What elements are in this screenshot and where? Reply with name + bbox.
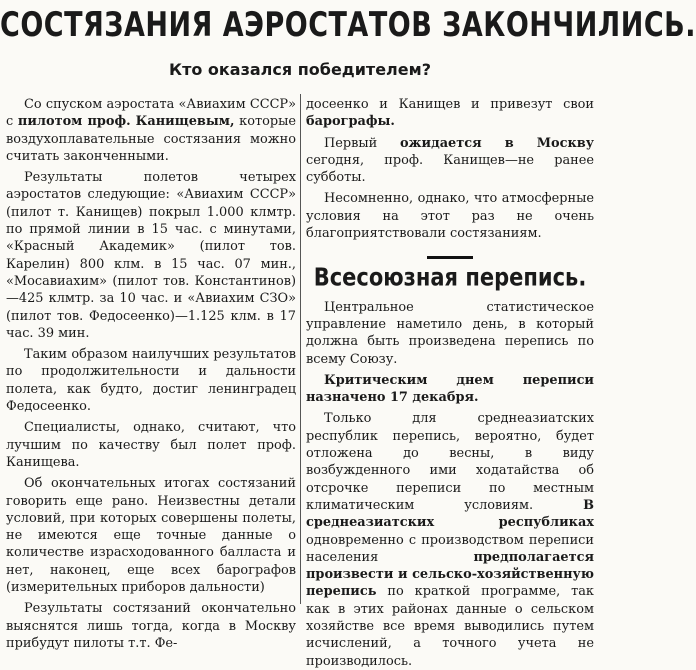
paragraph: Первый ожидается в Москву сегодня, проф. Канищев—не ранее субботы. (306, 135, 594, 186)
paragraph: Несомненно, однако, что атмосферные условия на этот раз не очень благоприятствовали состязаниям. (306, 191, 594, 242)
paragraph: Таким образом наилучших результатов по продолжительности и дальности полета, как будто, достиг ленинградец Федосеенко. (6, 347, 296, 415)
right-column (306, 96, 594, 670)
paragraph: досеенко и Канищев и привезут свои барографы. (306, 97, 594, 130)
column-divider (300, 94, 301, 604)
second-headline: Всесоюзная перепись. (313, 262, 587, 292)
paragraph: Со спуском аэростата «Авиахим СССР» с пилотом проф. Канищевым, которые воздухоплавательные состязания можно считать законченными. (6, 97, 296, 164)
headline: СОСТЯЗАНИЯ АЭРОСТАТОВ ЗАКОНЧИЛИСЬ. (0, 6, 696, 45)
section-rule (427, 256, 473, 259)
paragraph: Центральное статистическое управление наметило день, в который должна быть произведена перепись по всему Союзу. (306, 299, 594, 367)
paragraph: Результаты полетов четырех аэростатов следующие: «Авиахим СССР» (пилот т. Канищев) покрыл 1.000 клмтр. по прямой линии в 15 час. с минутами, «Красный Академик» (пилот тов. Карелин) 800 клм. в 15 час. 07 мин., «Мосавиахим» (пилот тов. Константинов)—425 клмтр. за 10 час. и «Авиахим СЗО» (пилот тов. Федосеенко)—1.125 клм. в 17 час. 39 мин. (6, 170, 296, 341)
paragraph: Специалисты, однако, считают, что лучшим по качеству был полет проф. Канищева. (6, 420, 296, 470)
paragraph: Критическим днем переписи назначено 17 декабря. (306, 372, 594, 406)
paragraph: Только для среднеазиатских республик перепись, вероятно, будет отложена до весны, в виду возбужденного ими ходатайства об отсрочке переписи по местным климатическим условиям. В среднеазиатских республиках одновременно с производством переписи населения предполагается произвести и сельско-хозяйственную перепись по краткой программе, так как в этих районах данные о сельском хозяйстве все время выводились путем исчислений, а точного учета не производилось. (306, 411, 594, 669)
paragraph: Результаты состязаний окончательно выяснятся лишь тогда, когда в Москву прибудут пилоты т.т. Фе- (6, 601, 296, 651)
left-column (6, 96, 296, 652)
paragraph: Об окончательных итогах состязаний говорить еще рано. Неизвестны детали условий, при которых совершены полеты, не имеются еще точные данные о количестве израсходованного балласта и нет, наконец, еще всех барографов (измерительных приборов дальности) (6, 476, 296, 596)
subheadline: Кто оказался победителем? (169, 60, 431, 79)
